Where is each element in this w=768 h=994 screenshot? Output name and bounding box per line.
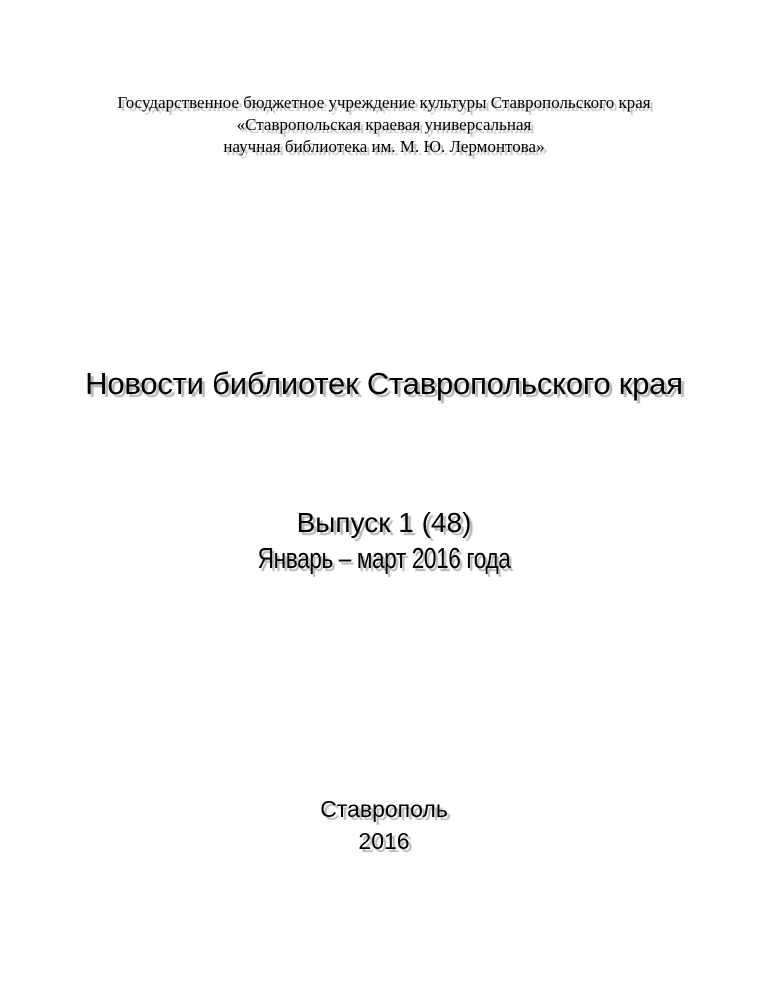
- publication-city: Ставрополь: [320, 796, 448, 822]
- document-title: Новости библиотек Ставропольского края: [85, 366, 683, 401]
- organization-line-1: Государственное бюджетное учреждение культуры Ставропольского края: [117, 93, 651, 112]
- organization-line-2: «Ставропольская краевая универсальная: [236, 115, 532, 134]
- publication-year: 2016: [358, 828, 410, 854]
- issue-period: [0, 540, 768, 578]
- organization-line-3: научная библиотека им. М. Ю. Лермонтова»: [223, 137, 545, 156]
- organization-block: [0, 92, 768, 158]
- issue-period-text: Январь – март 2016 года: [257, 543, 511, 575]
- issue-number: Выпуск 1 (48): [296, 507, 472, 538]
